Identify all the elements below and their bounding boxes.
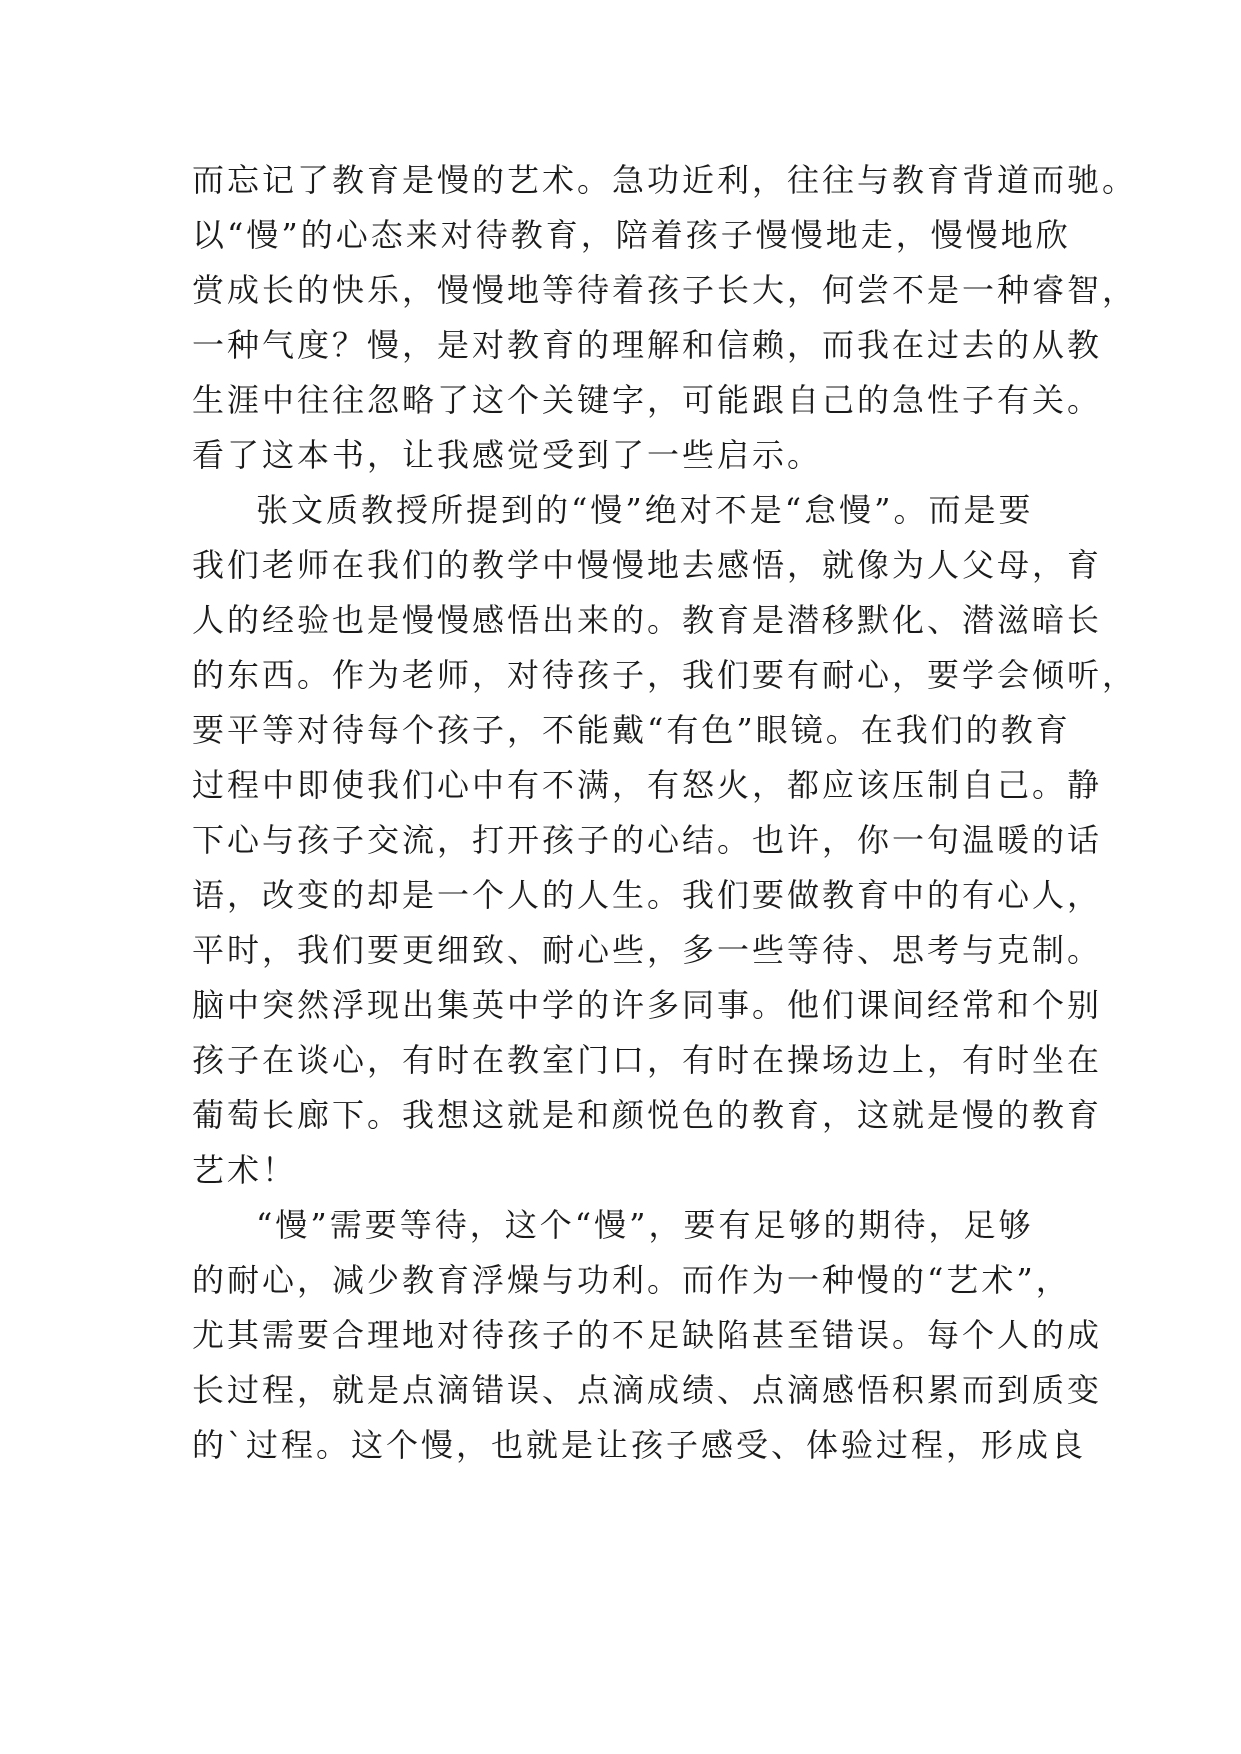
text-line: 一种气度？慢，是对教育的理解和信赖，而我在过去的从教 (192, 326, 1103, 364)
text-line: 人的经验也是慢慢感悟出来的。教育是潜移默化、潜滋暗长 (192, 601, 1103, 639)
text-line: 过程中即使我们心中有不满，有怒火，都应该压制自己。静 (192, 766, 1103, 804)
text-line: 赏成长的快乐，慢慢地等待着孩子长大，何尝不是一种睿智， (192, 271, 1138, 309)
text-line: 要平等对待每个孩子，不能戴“有色”眼镜。在我们的教育 (192, 711, 1071, 749)
paragraph-1 (192, 153, 1138, 483)
text-line: 艺术！ (192, 1151, 298, 1189)
text-line: “慢”需要等待，这个“慢”，要有足够的期待，足够 (256, 1206, 1034, 1244)
text-line: 尤其需要合理地对待孩子的不足缺陷甚至错误。每个人的成 (192, 1316, 1103, 1354)
text-line: 语，改变的却是一个人的人生。我们要做教育中的有心人， (192, 876, 1103, 914)
text-line: 生涯中往往忽略了这个关键字，可能跟自己的急性子有关。 (192, 381, 1103, 419)
text-line: 下心与孩子交流，打开孩子的心结。也许，你一句温暖的话 (192, 821, 1103, 859)
text-line: 长过程，就是点滴错误、点滴成绩、点滴感悟积累而到质变 (192, 1371, 1103, 1409)
text-line: 张文质教授所提到的“慢”绝对不是“怠慢”。而是要 (256, 491, 1034, 529)
text-line: 而忘记了教育是慢的艺术。急功近利，往往与教育背道而驰。 (192, 161, 1138, 199)
text-line: 孩子在谈心，有时在教室门口，有时在操场边上，有时坐在 (192, 1041, 1103, 1079)
text-line: 的耐心，减少教育浮燥与功利。而作为一种慢的“艺术”， (192, 1261, 1071, 1299)
text-line: 的东西。作为老师，对待孩子，我们要有耐心，要学会倾听， (192, 656, 1138, 694)
paragraph-3 (192, 1198, 1103, 1473)
text-line: 脑中突然浮现出集英中学的许多同事。他们课间经常和个别 (192, 986, 1103, 1024)
paragraph-2 (192, 483, 1138, 1198)
text-line: 以“慢”的心态来对待教育，陪着孩子慢慢地走，慢慢地欣 (192, 216, 1071, 254)
body-text (192, 153, 1138, 1473)
text-line: 平时，我们要更细致、耐心些，多一些等待、思考与克制。 (192, 931, 1103, 969)
text-line: 的`过程。这个慢，也就是让孩子感受、体验过程，形成良 (192, 1426, 1087, 1464)
text-line: 葡萄长廊下。我想这就是和颜悦色的教育，这就是慢的教育 (192, 1096, 1103, 1134)
text-line: 看了这本书，让我感觉受到了一些启示。 (192, 436, 823, 474)
text-line: 我们老师在我们的教学中慢慢地去感悟，就像为人父母，育 (192, 546, 1103, 584)
